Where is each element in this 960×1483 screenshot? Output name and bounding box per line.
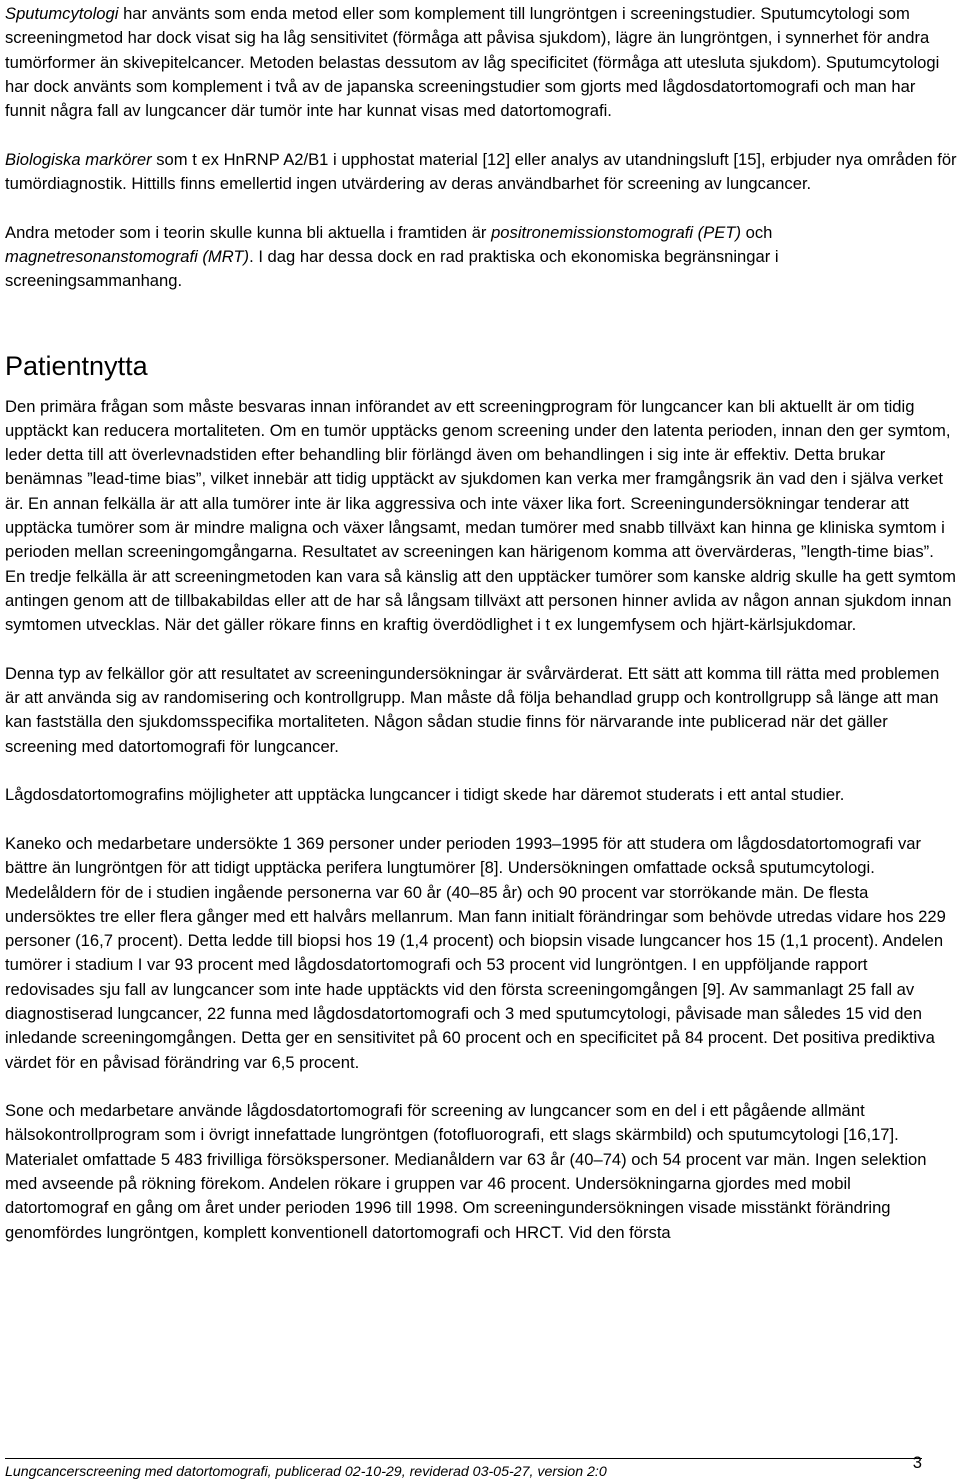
footer-text: Lungcancerscreening med datortomografi, publicerad 02-10-29, reviderad 03-05-27, version 2:0 bbox=[5, 1464, 607, 1480]
paragraph-primara-fragan: Den primära frågan som måste besvaras innan införandet av ett screeningprogram för lungcancer kan bli aktuellt är om tidig upptäckt kan reducera mortaliteten. Om en tumör upptäcks genom screening under den latenta perioden, innan den ger symtom, leder detta till att överlevnadstiden efter behandling blir förlängd även om behandlingen i sig inte är effektiv. Detta brukar benämnas ”lead-time bias”, vilket innebär att tidig upptäckt av sjukdomen kan verka mer framgångsrik än vad den i själva verket är. En annan felkälla är att alla tumörer inte är lika aggressiva och inte växer lika fort. Screeningundersökningar tenderar att upptäcka tumörer som är mindre maligna och växer långsamt, medan tumörer med snabb tillväxt kan hinna ge kliniska symtom i perioden mellan screeningomgångarna. Resultatet av screeningen kan härigenom komma att övervärderas, ”length-time bias”. En tredje felkälla är att screeningmetoden kan vara så känslig att den upptäcker tumörer som kanske aldrig skulle ha gett symtom antingen genom att de tillbakabildas eller att de har så långsam tillväxt att personen hinner avlida av någon annan sjukdom innan symtomen utvecklas. När det gäller rökare finns en kraftig överdödlighet i t ex lungemfysem och hjärt-kärlsjukdomar. bbox=[5, 396, 956, 635]
page-footer bbox=[5, 1453, 922, 1482]
document-body bbox=[5, 2, 957, 1245]
p3-run-2: och bbox=[741, 222, 773, 242]
paragraph-lagdosdatortomografins: Lågdosdatortomografins möjligheter att upptäcka lungcancer i tidigt skede har däremot studerats i ett antal studier. bbox=[5, 785, 845, 805]
paragraph-sputumcytologi bbox=[5, 2, 957, 123]
p2-run-1: som t ex HnRNP A2/B1 i upphostat material [12] eller analys av utandningsluft [15], erbjuder nya områden för tumördiagnostik. Hittills finns emellertid ingen utvärdering av deras användbarhet för screening av lungcancer. bbox=[5, 149, 957, 194]
paragraph-andra-metoder bbox=[5, 221, 957, 294]
p1-run-0: Sputumcytologi bbox=[5, 4, 119, 23]
paragraph-kaneko: Kaneko och medarbetare undersökte 1 369 personer under perioden 1993–1995 för att studera om lågdosdatortomografi var bättre än lungröntgen för att tidigt upptäcka perifera lungtumörer [8]. Undersökningen omfattade också sputumcytologi. Medelåldern för de i studien ingående personerna var 60 år (40–85 år) och 90 procent var storrökande män. De flesta undersöktes tre eller flera gånger med ett halvårs mellanrum. Man fann initialt förändringar som behövde utredas vidare hos 229 personer (16,7 procent). Detta ledde till biopsi hos 19 (1,4 procent) och biopsin visade lungcancer hos 15 (1,1 procent). Andelen tumörer i stadium I var 93 procent med lågdosdatortomografi och 53 procent vid lungröntgen. I en uppföljande rapport redovisades sju fall av lungcancer som inte hade upptäckts vid den första screeningomgången [9]. Av sammanlagt 25 fall av diagnostiserad lungcancer, 22 funna med lågdosdatortomografi och 3 med sputumcytologi, påvisade man således 15 vid den inledande screeningomgången. Detta ger en sensitivitet på 60 procent och en specificitet på 84 procent. Det positiva prediktiva värdet för en påvisad förändring var 6,5 procent. bbox=[5, 833, 946, 1072]
page-number: 3 bbox=[912, 1453, 922, 1472]
paragraph-biologiska-markorer bbox=[5, 148, 957, 197]
section-heading-patientnytta: Patientnytta bbox=[5, 350, 148, 381]
p3-run-1: positronemissionstomografi (PET) bbox=[491, 222, 741, 242]
paragraph-sone: Sone och medarbetare använde lågdosdatortomografi för screening av lungcancer som en del i ett pågående allmänt hälsokontrollprogram som i övrigt innefattade lungröntgen (fotofluorografi, ett slags skärmbild) och sputumcytologi [16,17]. Materialet omfattade 5 483 frivilliga försökspersoner. Medianåldern var 63 år (40–74) och 54 procent var män. Ingen selektion med avseende på rökning förekom. Andelen rökare i gruppen var 46 procent. Undersökningarna gjordes med mobil datortomograf en gång om året under perioden 1996 till 1998. Om screeningundersökningen visade misstänkt förändring genomfördes lungröntgen, komplett konventionell datortomografi och HRCT. Vid den första bbox=[5, 1101, 927, 1242]
p1-run-1: har använts som enda metod eller som komplement till lungröntgen i screeningstudier. Sputumcytologi som screeningmetod har dock visat sig ha låg sensitivitet (förmåga att påvisa sjukdom), lägre än lungröntgen, i synnerhet för andra tumörformer än skivepitelcancer. Metoden belastas dessutom av låg specificitet (förmåga att utesluta sjukdom). Sputumcytologi har dock använts som komplement i två av de japanska screeningstudier som gjorts med lågdosdatortomografi och man har funnit några fall av lungcancer där tumör inte har kunnat visas med datortomografi. bbox=[5, 4, 940, 121]
p3-run-3: magnetresonanstomografi (MRT) bbox=[5, 246, 250, 266]
p3-run-4: . I dag har dessa dock en rad praktiska och ekonomiska begränsningar i screeningsammanhang. bbox=[5, 246, 779, 291]
p2-run-0: Biologiska markörer bbox=[5, 149, 152, 169]
paragraph-felkallor: Denna typ av felkällor gör att resultatet av screeningundersökningar är svårvärderat. Ett sätt att komma till rätta med problemen är att använda sig av randomisering och kontrollgrupp. Man måste då följa behandlad grupp och kontrollgrupp så länge att man kan fastställa den sjukdomsspecifika mortaliteten. Någon sådan studie finns för närvarande inte publicerad när det gäller screening med datortomografi för lungcancer. bbox=[5, 663, 940, 756]
p3-run-0: Andra metoder som i teorin skulle kunna bli aktuella i framtiden är bbox=[5, 222, 492, 242]
